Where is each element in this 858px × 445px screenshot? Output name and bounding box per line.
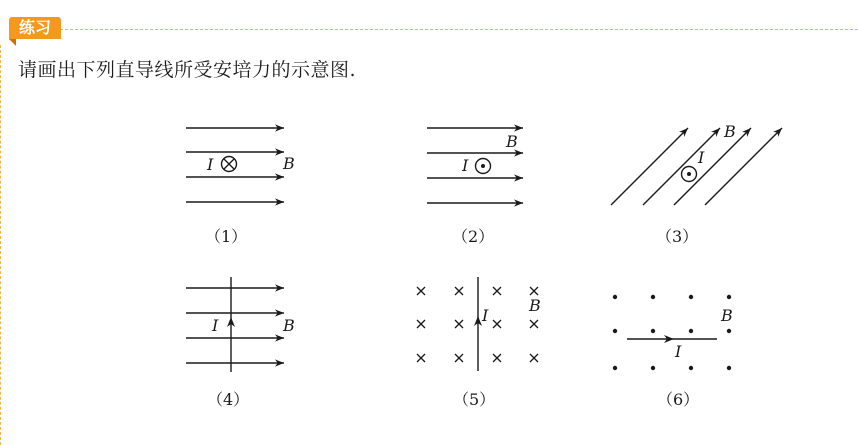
field-label: B: [721, 306, 733, 325]
field-out-of-page-dots: [613, 295, 731, 370]
field-label: B: [506, 132, 518, 151]
figure-6: [613, 295, 733, 409]
figure-caption: （1）: [205, 227, 248, 246]
figure-3: [611, 122, 782, 246]
field-label: B: [283, 154, 295, 173]
current-label: I: [462, 156, 469, 175]
field-line: [674, 128, 751, 205]
instruction-text: 请画出下列直导线所受安培力的示意图.: [18, 59, 357, 81]
field-line: [611, 128, 688, 205]
current-label: I: [207, 155, 214, 174]
field-line: [705, 128, 782, 205]
figure-2: [427, 128, 523, 246]
figure-caption: （5）: [453, 390, 496, 409]
figure-5: [417, 277, 541, 409]
dot-center: [481, 164, 485, 168]
figure-1: [186, 128, 295, 246]
figure-caption: （3）: [656, 227, 699, 246]
field-label: B: [529, 296, 541, 315]
field-label: B: [724, 122, 736, 141]
figure-caption: （4）: [207, 390, 250, 409]
figure-caption: （2）: [452, 227, 495, 246]
field-line: [643, 128, 720, 205]
figure-caption: （6）: [657, 390, 700, 409]
field-label: B: [283, 316, 295, 335]
current-label: I: [698, 148, 705, 167]
section-tag: 练习: [9, 17, 61, 39]
dot-center: [687, 172, 691, 176]
current-label: I: [482, 306, 489, 325]
current-label: I: [675, 342, 682, 361]
figure-4: [186, 277, 295, 409]
current-label: I: [212, 316, 219, 335]
